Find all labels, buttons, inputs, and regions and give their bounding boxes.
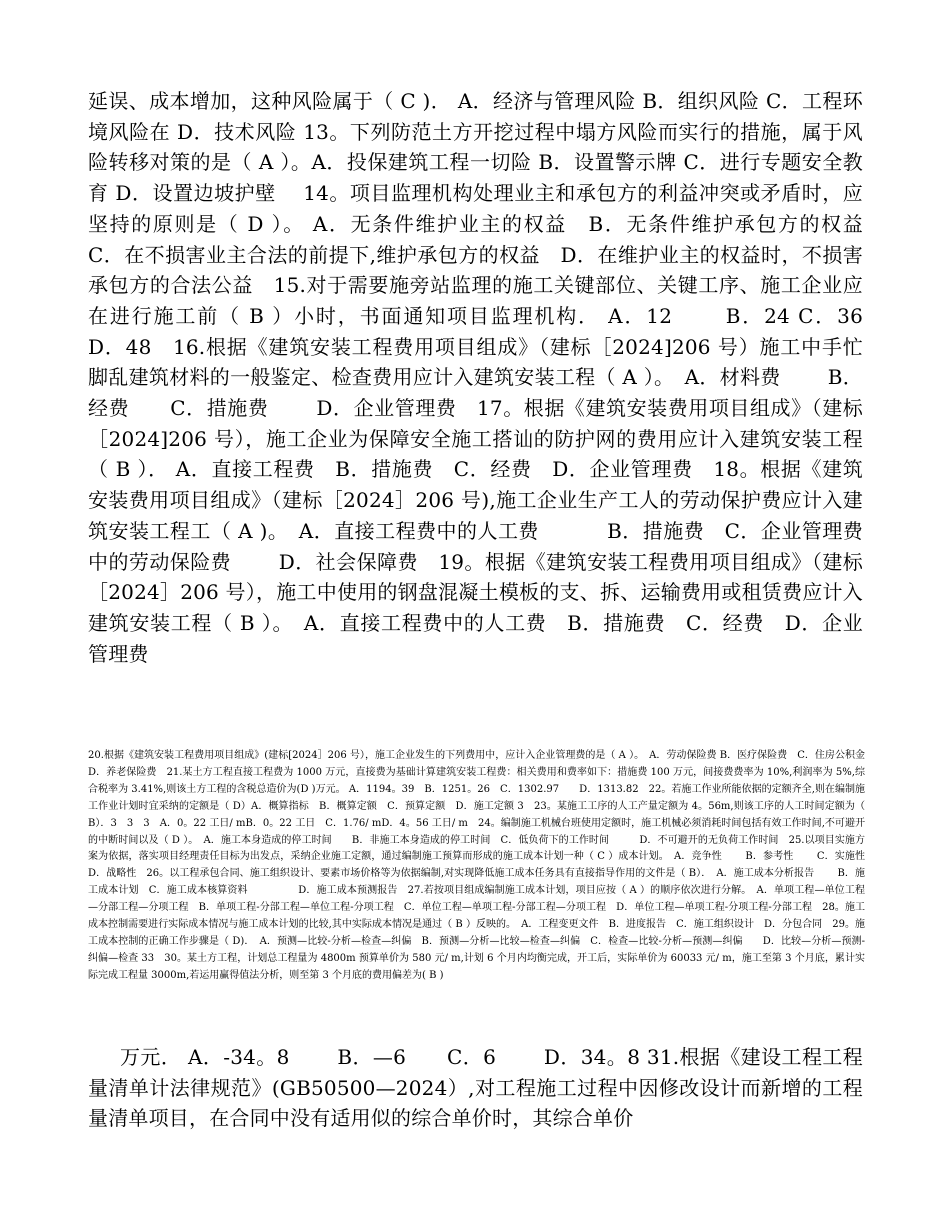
paragraph-questions-30-31: 万元． A．-34。8 B．—6 C．6 D．34。8 31.根据《建设工程工程量清单计法律规范》(GB50500—2024）,对工程施工过程中因修改设计而新增的工程量清单项目，在合同中没有适用似的综合单价时，其综合单价: [88, 1045, 863, 1131]
paragraph-questions-20-30-small: 20.根据《建筑安装工程费用项目组成》(建标[2024］206 号），施工企业发生的下列费用中，应计入企业管理费的是（ A ）。 A．劳动保险费 B．医疗保险费 C．住房公积金 D．养老保险费 21.某土方工程直接工程费为 1000 万元，直接费为基础计算建筑安装工程费：相关费用和费率如下：措施费 100 万元，间接费费率为 10%,利润率为 5%,综合税率为 3.41%,则该土方工程的含税总造价为(D )万元。 A．1194。39 B．1251。26 C．1302.97 D．1313.82 22。若施工作业所能依据的定额齐全,则在编制施工作业计划时宜采纳的定额是（ D）A．概算指标 B．概算定额 C．预算定额 D．施工定额 3 23。某施工工序的人工产量定额为 4。56m,则该工序的人工时间定额为（ B）．3 3 3 A．0。22 工日/ mB．0。22 工日 C．1.76/ mD．4。56 工日/ m 24。编制施工机械台班使用定额时，施工机械必须消耗时间包括有效工作时间,不可避开的中断时间以及（ D ）。 A．施工本身造成的停工时间 B．非施工本身造成的停工时间 C．低负荷下的工作时间 D．不可避开的无负荷工作时间 25.以项目实施方案为依据，落实项目经理责任目标为出发点，采纳企业施工定额，通过编制施工预算而形成的施工成本计划一种（ C ）成本计划。 A．竞争性 B．参考性 C．实施性 D．战略性 26。以工程承包合同、施工组织设计、要素市场价格等为依据编制,对实现降低施工成本任务具有直接指导作用的文件是（ B）． A．施工成本分析报告 B．施工成本计划 C．施工成本核算资料 D．施工成本预测报告 27.若按项目组成编制施工成本计划，项目应按（ A ）的顺序依次进行分解。 A．单项工程—单位工程—分部工程—分项工程 B．单项工程-分部工程—单位工程-分项工程 C．单位工程—单项工程-分部工程—分项工程 D．单位工程—单项工程-分项工程-分部工程 28。施工成本控制需要进行实际成本情况与施工成本计划的比较,其中实际成本情况是通过（ B ）反映的。 A．工程变更文件 B．进度报告 C．施工组织设计 D．分包合同 29。施工成本控制的正确工作步骤是（ D)． A．预测—比较-分析—检查—纠偏 B．预测—分析—比较—检查—纠偏 C．检查—比较-分析—预测—纠偏 D．比较—分析—预测-纠偏—检查 33 30。某土方工程，计划总工程量为 4800m 预算单价为 580 元/ m,计划 6 个月内均衡完成，开工后，实际单价为 60033 元/ m，施工至第 3 个月底，累计实际完成工程量 3000m,若运用赢得值法分析，则至第 3 个月底的费用偏差为( B ): [88, 750, 885, 981]
paragraph-questions-12-19: 延误、成本增加，这种风险属于（ C )． A．经济与管理风险 B．组织风险 C．工程环境风险在 D．技术风险 13。下列防范土方开挖过程中塌方风险而实行的措施，属于风险转移对策的是（ A ）。A．投保建筑工程一切险 B．设置警示牌 C．进行专题安全教育 D．设置边坡护壁 14。项目监理机构处理业主和承包方的利益冲突或矛盾时，应坚持的原则是（ D ）。 A．无条件维护业主的权益 B．无条件维护承包方的权益 C．在不损害业主合法的前提下,维护承包方的权益 D．在维护业主的权益时，不损害承包方的合法公益 15.对于需要施旁站监理的施工关键部位、关键工序、施工企业应在进行施工前（ B ）小时，书面通知项目监理机构． A．12 B．24 C．36 D．48 16.根据《建筑安装工程费用项目组成》（建标［2024]206 号）施工中手忙脚乱建筑材料的一般鉴定、检查费用应计入建筑安装工程（ A ）。 A．材料费 B．经费 C．措施费 D．企业管理费 17。根据《建筑安装费用项目组成》（建标［2024]206 号），施工企业为保障安全施工搭讪的防护网的费用应计入建筑安装工程（ B ）． A．直接工程费 B．措施费 C．经费 D．企业管理费 18。根据《建筑安装费用项目组成》（建标［2024］206 号),施工企业生产工人的劳动保护费应计入建筑安装工程工（ A )。 A．直接工程费中的人工费 B．措施费 C．企业管理费中的劳动保险费 D．社会保障费 19。根据《建筑安装工程费用项目组成》（建标［2024］206 号），施工中使用的钢盘混凝土模板的支、拆、运输费用或租赁费应计入建筑安装工程（ B ）。 A．直接工程费中的人工费 B．措施费 C．经费 D．企业管理费: [88, 89, 910, 666]
